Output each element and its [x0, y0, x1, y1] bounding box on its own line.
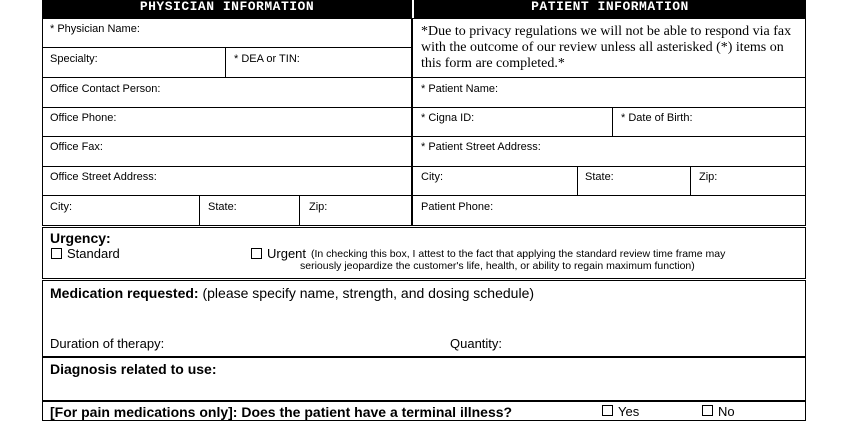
privacy-notice-line1: *Due to privacy regulations we will not be able to respond via fax: [421, 24, 792, 39]
patient-state-field[interactable]: State:: [585, 171, 614, 183]
urgent-note-line2: seriously jeopardize the customer's life, health, or ability to regain maximum function): [300, 260, 695, 272]
terminal-yes-label: Yes: [618, 404, 640, 419]
physician-name-field[interactable]: * Physician Name:: [50, 23, 140, 35]
specialty-field[interactable]: Specialty:: [50, 53, 98, 65]
terminal-yes-checkbox[interactable]: [602, 405, 613, 416]
patient-street-field[interactable]: * Patient Street Address:: [421, 141, 541, 153]
physician-header-text: PHYSICIAN INFORMATION: [139, 0, 315, 14]
office-contact-field[interactable]: Office Contact Person:: [50, 83, 161, 95]
duration-field[interactable]: Duration of therapy:: [50, 336, 165, 351]
patient-header: [414, 0, 806, 18]
privacy-notice-line2: with the outcome of our review unless all asterisked (*) items on: [421, 40, 784, 55]
office-zip-field[interactable]: Zip:: [309, 201, 328, 213]
patient-header-text: PATIENT INFORMATION: [531, 0, 689, 14]
medication-hint: (please specify name, strength, and dosing schedule): [202, 285, 535, 301]
urgent-checkbox[interactable]: [251, 248, 262, 259]
patient-name-field[interactable]: * Patient Name:: [421, 83, 499, 95]
diagnosis-title[interactable]: Diagnosis related to use:: [50, 361, 217, 377]
standard-checkbox[interactable]: [51, 248, 62, 259]
office-city-field[interactable]: City:: [50, 201, 72, 213]
medication-title: Medication requested:: [50, 285, 199, 301]
patient-city-field[interactable]: City:: [421, 171, 443, 183]
terminal-question: [For pain medications only]: Does the patient have a terminal illness?: [50, 404, 513, 420]
standard-label: Standard: [67, 246, 120, 261]
medication-heading: [50, 285, 534, 301]
physician-header: [42, 0, 412, 18]
office-fax-field[interactable]: Office Fax:: [50, 141, 103, 153]
patient-zip-field[interactable]: Zip:: [699, 171, 718, 183]
terminal-no-checkbox[interactable]: [702, 405, 713, 416]
urgent-note-line1: (In checking this box, I attest to the fact that applying the standard review time frame may: [311, 248, 726, 260]
cigna-id-field[interactable]: * Cigna ID:: [421, 112, 475, 124]
office-street-field[interactable]: Office Street Address:: [50, 171, 157, 183]
quantity-field[interactable]: Quantity:: [450, 336, 503, 351]
urgent-label: Urgent: [267, 246, 307, 261]
office-state-field[interactable]: State:: [208, 201, 237, 213]
date-of-birth-field[interactable]: * Date of Birth:: [621, 112, 693, 124]
patient-phone-field[interactable]: Patient Phone:: [421, 201, 494, 213]
urgency-title: Urgency:: [50, 230, 111, 246]
dea-tin-field[interactable]: * DEA or TIN:: [234, 53, 300, 65]
privacy-notice-line3: this form are completed.*: [421, 56, 565, 71]
terminal-no-label: No: [718, 404, 735, 419]
office-phone-field[interactable]: Office Phone:: [50, 112, 117, 124]
